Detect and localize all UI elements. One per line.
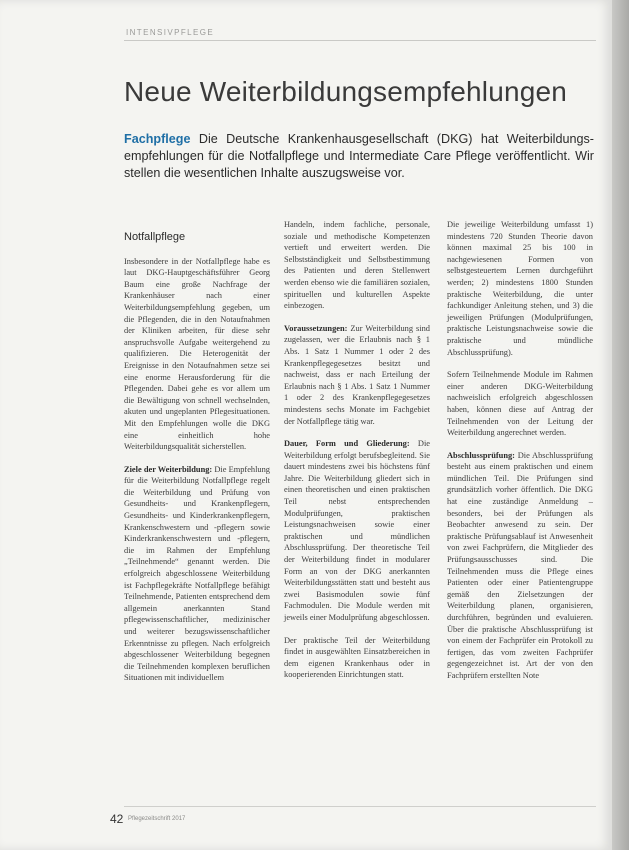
page-edge-shadow xyxy=(612,0,629,850)
column-2 xyxy=(284,219,430,692)
paragraph: Insbesondere in der Notfallpflege habe es laut DKG-Hauptgeschäftsführer Georg Baum eine große Nachfrage der Krankenhäuser nach einer Weiterbildungsempfehlung gegeben, um die Pflegenden, die in den Notaufnahmen der Kliniken arbeiten, für diese sehr anspruchsvolle Aufgabe weitergehend zu qualifizieren. Die Heterogenität der Ereignisse in den Notaufnahmen setze sei eine enorme Herausforderung für die Pflegenden. Dabei gehe es vor allem um die Bewältigung von schnell wechselnden, akuten und ungeplanten Pflegesituationen. Mit den Empfehlungen wolle die DKG eine einheitlich hohe Weiterbildungsqualität sicherstellen. xyxy=(124,256,270,452)
paragraph-heading: Ziele der Weiterbildung: xyxy=(124,464,213,474)
paragraph xyxy=(124,464,270,684)
paragraph-text: Zur Weiterbildung sind zugelassen, wer die Erlaubnis nach § 1 Abs. 1 Satz 1 Nummer 1 oder 2 des Krankenpflegegesetzes besitzt und nachweist, dass er nach Erteilung der Erlaubnis nach § 1 Abs. 1 Satz 1 Nummer 1 oder 2 des Krankenpflegegesetzes mindestens sechs Monate im Fachgebiet der Notfallpflege tätig war. xyxy=(284,323,430,426)
paragraph xyxy=(284,323,430,427)
column-heading-notfallpflege: Notfallpflege xyxy=(124,231,186,243)
paragraph-text: Die Empfehlung für die Weiterbildung Notfallpflege regelt die Weiterbildung und Prüfung von Gesundheits- und Krankenpflegern, Gesundheits- und Kinderkrankenpflegern, Krankenschwestern und -pflegern sowie Kinderkrankenschwestern und -pflegern, die im Rahmen der Empfehlung „Teilnehmende“ genannt werden. Die erfolgreich abgeschlossene Weiterbildung ist Fachpflegekräfte Notfallpflege befähigt Teilnehmende, Patienten entsprechend dem allgemein anerkannten Stand pflegewissenschaftlicher, medizinischer und weiterer bezugswissenschaftlicher Erkenntnisse zu pflegen. Nach erfolgreich abgeschlossener Weiterbildung begegnen die Teilnehmenden komplexen beruflichen Situationen mit individuellem xyxy=(124,464,270,683)
paragraph-heading: Dauer, Form und Gliederung: xyxy=(284,439,410,449)
intro-lead: Fachpflege xyxy=(124,132,191,146)
section-header: INTENSIVPFLEGE xyxy=(126,28,215,37)
paragraph-text: Die Weiterbildung erfolgt berufsbegleitend. Sie dauert mindestens zwei bis höchstens fünf Jahre. Die Weiterbildung gliedert sich in einen theoretischen und einen praktischen Teil nebst entsprechenden Modulprüfungen, praktischen Leistungsnachweisen sowie einer praktischen und mündlichen Abschlussprüfung. Der theoretische Teil der Weiterbildung findet in modularer Form an von der DKG anerkannten Weiterbildungsstätten statt und besteht aus zwei Basismodulen sowie fünf Fachmodulen. Die Module werden mit jeweils einer Modulprüfung abgeschlossen. xyxy=(284,439,430,622)
paragraph: Der praktische Teil der Weiterbildung findet in ausgewählten Einsatzbereichen in dem eigenen Krankenhaus oder in kooperierenden Einrichtungen statt. xyxy=(284,635,430,680)
article-intro xyxy=(124,131,594,182)
paragraph: Handeln, indem fachliche, personale, soziale und methodische Kompetenzen vertieft und erweitert werden. Die Selbstständigkeit und Selbstbestimmung des Patienten und deren Stellenwert werden ebenso wie die familiären sozialen, spirituellen und kulturellen Aspekte einbezogen. xyxy=(284,220,430,311)
intro-text: Die Deutsche Krankenhausgesellschaft (DKG) hat Weiterbildungsempfehlungen für die Notfallpflege und Intermediate Care Pflege veröffentlicht. Wir stellen die wesentlichen Inhalte auszugsweise vor. xyxy=(124,132,594,180)
paragraph xyxy=(447,450,593,682)
paragraph: Die jeweilige Weiterbildung umfasst 1) mindestens 720 Stunden Theorie davon können maximal 25 bis 100 in nachgewiesenen Formen von selbstgesteuertem Lernen durchgeführt werden; 2) mindestens 1800 Stunden praktische Weiterbildung, die unter fachkundiger Anleitung stehen, und 3) die jeweiligen Prüfungen (Modulprüfungen, praktische Leistungsnachweise sowie die praktische und mündliche Abschlussprüfung). xyxy=(447,220,593,357)
footer-divider xyxy=(124,806,596,807)
column-1 xyxy=(124,232,270,695)
paragraph xyxy=(284,438,430,624)
paragraph-heading: Voraussetzungen: xyxy=(284,323,348,333)
paragraph: Sofern Teilnehmende Module im Rahmen einer anderen DKG-Weiterbildung nachweislich erfolgreich abgeschlossen haben, können diese auf Antrag der Teilnehmenden von der Leitung der Weiterbildung angerechnet werden. xyxy=(447,370,593,438)
article-title: Neue Weiterbildungsempfehlungen xyxy=(124,76,568,107)
magazine-name: Pflegezeitschrift 2017 xyxy=(128,816,186,822)
paragraph-heading: Abschlussprüfung: xyxy=(447,450,515,460)
paragraph-text: Die Abschlussprüfung besteht aus einem praktischen und einem mündlichen Teil. Die Prüfungen sind grundsätzlich vorher öffentlich. Die DKG hat eine zuständige Anmeldung – besonders, bei der Prüfungen als Beobachter anwesend zu sein. Der praktische Prüfungsablauf ist Anwesenheit von zwei Fachprüfern, die Mitglieder des Prüfungsausschusses sind. Die Teilnehmenden muss die Pflege eines Patienten oder einer Patientengruppe gemäß den Zielsetzungen der Weiterbildung planen, organisieren, durchführen, begründen und evaluieren. Über die praktische Abschlussprüfung ist von einem der Fachprüfer ein Protokoll zu fertigen, das vom zweiten Fachprüfer gegengezeichnet ist. Art der von den Fachprüfern erstellten Note xyxy=(447,450,593,680)
header-divider xyxy=(124,40,596,41)
column-3 xyxy=(447,219,593,693)
page-number: 42 xyxy=(110,812,124,826)
